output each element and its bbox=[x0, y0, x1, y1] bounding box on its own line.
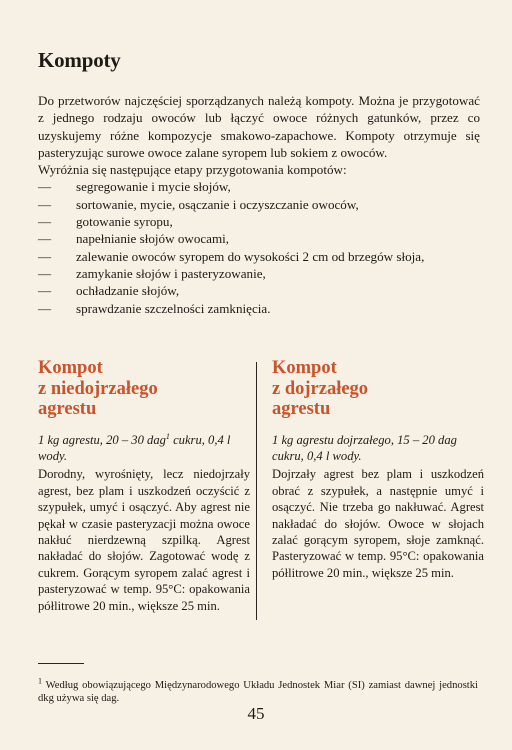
steps-list bbox=[38, 178, 480, 316]
step-text: sortowanie, mycie, osączanie i oczyszczanie owoców, bbox=[76, 196, 359, 212]
step-text: napełnianie słojów owocami, bbox=[76, 231, 230, 247]
recipe-instructions: Dojrzały agrest bez plam i uszkodzeń obrać z szypułek, a następnie umyć i osączyć. Nie trzeba go nakłuwać. Agrest nakładać do słojów. Owoce w słojach zalać gorącym syropem, słoje zamknąć. Pasteryzować w temp. 95°C: opakowania półlitrowe 20 min., większe 25 min. bbox=[272, 467, 484, 580]
column-divider bbox=[256, 362, 257, 620]
footnote-text: Według obowiązującego Międzynarodowego Układu Jednostek Miar (SI) zamiast dawnej jednostki dkg używa się dag. bbox=[38, 679, 478, 704]
ingredients-text: cukru, 0,4 l wody. bbox=[38, 432, 231, 463]
step-text: zamykanie słojów i pasteryzowanie, bbox=[76, 265, 266, 281]
dash-glyph: — bbox=[38, 300, 52, 316]
dash-glyph: — bbox=[38, 248, 52, 264]
page-number: 45 bbox=[247, 704, 265, 723]
ingredients-text: 1 kg agrestu, 20 – 30 dag bbox=[38, 432, 166, 447]
recipe-title-line: Kompot bbox=[272, 358, 337, 378]
recipe-title bbox=[38, 358, 250, 420]
ingredients-text: 1 kg agrestu dojrzałego, 15 – 20 dag cukru, 0,4 l wody. bbox=[272, 432, 457, 463]
recipe-title-line: agrestu bbox=[272, 399, 331, 419]
list-item bbox=[38, 230, 480, 247]
recipe-title-line: Kompot bbox=[38, 358, 103, 378]
step-text: sprawdzanie szczelności zamknięcia. bbox=[76, 300, 271, 316]
footnote-reference: 1 bbox=[165, 431, 170, 441]
intro-section bbox=[38, 92, 480, 317]
list-item bbox=[38, 265, 480, 282]
dash-glyph: — bbox=[38, 196, 52, 212]
page-title: Kompoty bbox=[38, 48, 121, 72]
recipe-ripe-gooseberry bbox=[272, 358, 484, 581]
recipe-title-line: z dojrzałego bbox=[272, 378, 369, 399]
recipe-title-line: agrestu bbox=[38, 399, 97, 419]
recipe-instructions: Dorodny, wyrośnięty, lecz niedojrzały agrest, bez plam i uszkodzeń oczyścić z szypułek, umyć i osączyć. Aby agrest nie pękał w czasie pasteryzacji można owoce nakłuć nierdzewną szpilką. Agrest nakładać do słojów. Zagotować wodę z cukrem. Gorącym syropem zalać agrest i pasteryzować w temp. 95°C: opakowania półlitrowe 20 min., większe 25 min. bbox=[38, 467, 250, 613]
list-item bbox=[38, 282, 480, 299]
dash-glyph: — bbox=[38, 231, 52, 247]
footnote-mark: 1 bbox=[38, 676, 42, 686]
list-item bbox=[38, 178, 480, 195]
step-text: gotowanie syropu, bbox=[76, 214, 173, 230]
intro-paragraph: Do przetworów najczęściej sporządzanych należą kompoty. Można je przygotować z jednego rodzaju owoców lub łączyć owoce różnych gatunków, przez co uzyskujemy różne kompozycje smakowo-zapachowe. Kompoty otrzymuje się pasteryzując surowe owoce zalane syropem lub sokiem z owoców. bbox=[38, 93, 480, 160]
recipe-ingredients bbox=[38, 432, 250, 465]
dash-glyph: — bbox=[38, 214, 52, 230]
dash-glyph: — bbox=[38, 179, 52, 195]
recipe-unripe-gooseberry bbox=[38, 358, 250, 614]
recipe-ingredients bbox=[272, 432, 484, 465]
step-text: ochładzanie słojów, bbox=[76, 283, 180, 299]
step-text: zalewanie owoców syropem do wysokości 2 cm od brzegów słoja, bbox=[76, 248, 425, 264]
dash-glyph: — bbox=[38, 265, 52, 281]
list-item bbox=[38, 300, 480, 317]
recipe-title-line: z niedojrzałego bbox=[38, 378, 158, 399]
list-item bbox=[38, 213, 480, 230]
footnote bbox=[38, 676, 478, 705]
dash-glyph: — bbox=[38, 283, 52, 299]
recipe-title bbox=[272, 358, 484, 420]
list-item bbox=[38, 248, 480, 265]
footnote-rule bbox=[38, 663, 84, 664]
step-text: segregowanie i mycie słojów, bbox=[76, 179, 231, 195]
list-item bbox=[38, 196, 480, 213]
steps-lead: Wyróżnia się następujące etapy przygotowania kompotów: bbox=[38, 162, 347, 178]
